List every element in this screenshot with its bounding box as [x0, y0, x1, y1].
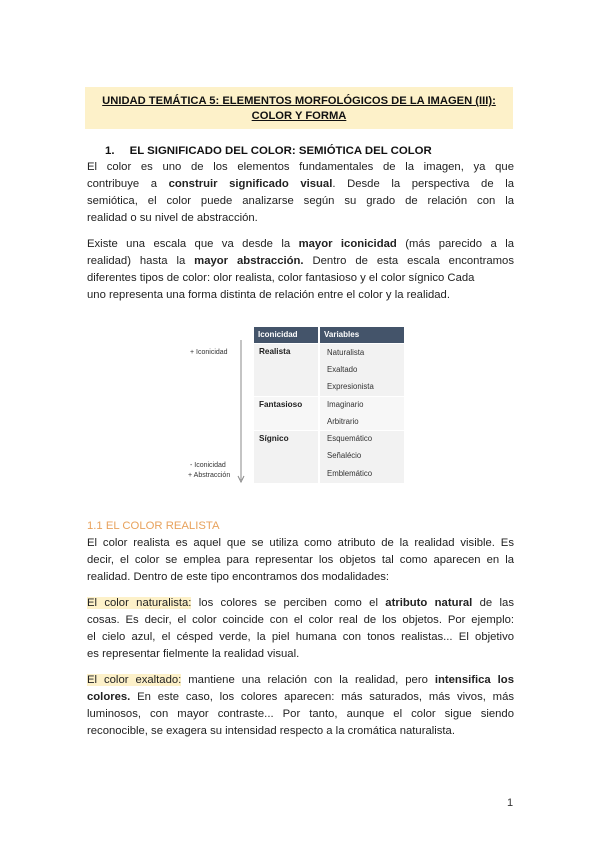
paragraph-scale — [87, 236, 514, 304]
text-line: decir, el color se emplea para representar los objetos tal como aparecen en la — [87, 554, 514, 566]
text-line: colores. En este caso, los colores aparecen: más saturados, más vivos, más — [87, 691, 514, 703]
paragraph-realist — [87, 535, 514, 586]
section-number: 1. — [105, 145, 115, 157]
table-category: Fantasioso — [259, 400, 303, 409]
document-title-line-1: UNIDAD TEMÁTICA 5: ELEMENTOS MORFOLÓGICOS DE LA IMAGEN (III): — [102, 95, 496, 107]
table-variable: Naturalista — [327, 348, 365, 357]
text-line: El color realista es aquel que se utiliza como atributo de la realidad visible. Es — [87, 537, 514, 549]
section-heading-1-1: 1.1 EL COLOR REALISTA — [87, 520, 220, 532]
text-line: realidad. Dentro de este tipo encontramos dos modalidades: — [87, 571, 390, 583]
table-variable: Esquemático — [327, 434, 373, 443]
table-variable: Arbitrario — [327, 417, 359, 426]
section-heading-text: EL SIGNIFICADO DEL COLOR: SEMIÓTICA DEL COLOR — [129, 145, 432, 157]
text-line: es representar fielmente la realidad visual. — [87, 648, 300, 660]
axis-label-bottom-2: + Abstracción — [188, 472, 231, 479]
iconicity-arrow-icon — [236, 340, 246, 486]
text-line: diferentes tipos de color: olor realista, color fantasioso y el color sígnico Cada — [87, 272, 475, 284]
text-line: luminosos, con mayor contraste... Por tanto, aunque el color sigue siendo — [87, 708, 514, 720]
text-line: cosas. Es decir, el color coincide con el color real de los objetos. Por ejemplo: — [87, 614, 514, 626]
paragraph-intro — [87, 159, 514, 227]
page-number: 1 — [507, 797, 514, 809]
text-line: El color es uno de los elementos fundamentales de la imagen, ya que — [87, 161, 514, 173]
axis-label-top: + Iconicidad — [190, 349, 228, 356]
table-variable: Exaltado — [327, 365, 358, 374]
axis-label-bottom-1: - Iconicidad — [190, 462, 226, 469]
table-variable: Señalécio — [327, 451, 362, 460]
text-line: El color exaltado: mantiene una relación con la realidad, pero intensifica los — [87, 674, 514, 686]
table-variable: Emblemático — [327, 469, 373, 478]
text-line: reconocible, se exagera su intensidad respecto a la cromática naturalista. — [87, 725, 455, 737]
text-line: contribuye a construir significado visual. Desde la perspectiva de la — [87, 178, 514, 190]
text-line: uno representa una forma distinta de relación entre el color y la realidad. — [87, 289, 450, 301]
text-line: El color naturalista: los colores se perciben como el atributo natural de las — [87, 597, 514, 609]
paragraph-naturalist — [87, 595, 514, 663]
table-category: Realista — [259, 347, 291, 356]
table-category: Sígnico — [259, 434, 289, 443]
table-variable: Expresionista — [327, 382, 374, 391]
text-line: realidad) hasta la mayor abstracción. Dentro de esta escala encontramos — [87, 255, 514, 267]
paragraph-exalted — [87, 672, 514, 740]
section-heading-1 — [105, 145, 432, 157]
table-header-variables: Variables — [320, 327, 404, 343]
document-title-line-2: COLOR Y FORMA — [251, 110, 347, 122]
text-line: semiótica, el color puede analizarse según su grado de relación con la — [87, 195, 514, 207]
table-variable: Imaginario — [327, 400, 364, 409]
text-line: Existe una escala que va desde la mayor iconicidad (más parecido a la — [87, 238, 514, 250]
text-line: realidad o su nivel de abstracción. — [87, 212, 258, 224]
table-header-iconicidad: Iconicidad — [254, 327, 318, 343]
text-line: el cielo azul, el césped verde, la piel humana con tonos realistas... El objetivo — [87, 631, 514, 643]
